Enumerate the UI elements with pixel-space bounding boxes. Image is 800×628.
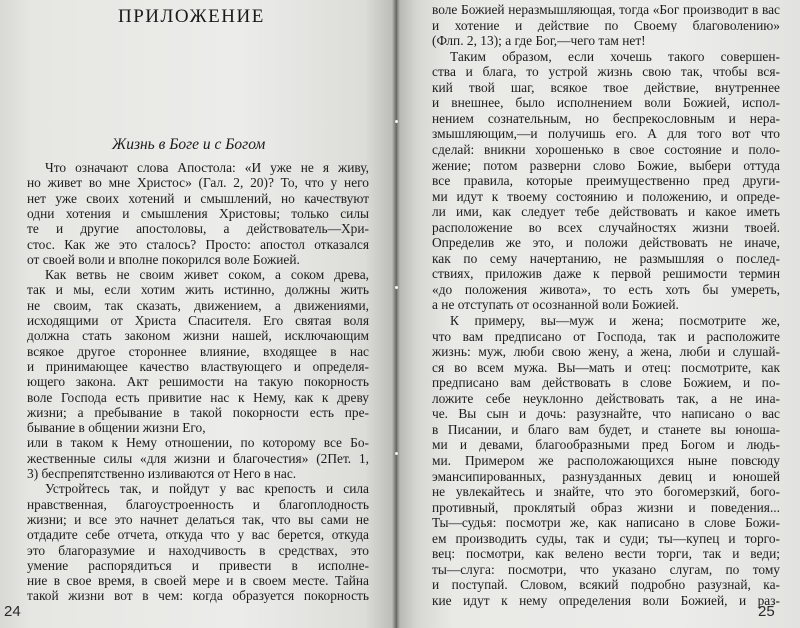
text-line: эмансипированных, разнузданных девиц и юношей	[432, 468, 780, 484]
text-line: Что означают слова Апостола: «И уже не я живу,	[45, 160, 369, 175]
text-line: не увлекайтесь и знайте, что это богомерзкий, бого-	[432, 484, 780, 500]
text-line: Ты—судья: посмотри же, как написано в слове Божи-	[432, 515, 780, 531]
binding-stitch	[395, 286, 398, 289]
text-line: ем производить суды, так и суди; ты—купец и торго-	[432, 530, 780, 546]
section-title: Жизнь в Боге и с Богом	[112, 136, 266, 153]
text-line: Определив же это, и положи действовать не иначе,	[432, 235, 780, 251]
text-line: это благоразумие и находчивость в средствах, это	[27, 542, 369, 558]
text-line: ся во всем мужа. Вы—мать и отец: посмотрите, как	[432, 359, 780, 375]
page-number: 25	[758, 603, 775, 620]
text-line: ложите себе неуклонно действовать так, а не ина-	[432, 390, 780, 406]
text-line: Таким образом, если хочешь такого совершен-	[450, 48, 780, 64]
right-page	[397, 0, 800, 628]
text-line: а не отступать от осознанной воли Божией.	[432, 297, 679, 313]
text-line: нет уже своих хотений и смышлений, но качествуют	[27, 190, 369, 206]
text-line: че. Вы сын и дочь: разузнайте, что написано о вас	[432, 406, 780, 422]
book-gutter	[392, 0, 400, 628]
text-line: жение; потом разверни слово Божие, выбери оттуда	[432, 157, 780, 173]
left-page	[0, 0, 396, 628]
text-line: воле Божией неразмышляющая, тогда «Бог производит в вас и хотение и действие по Своему благоволению»	[432, 2, 780, 32]
text-line: умение распорядиться и привести в исполне-	[27, 557, 369, 573]
text-line: ствиях, приложив даже к первой решимости термин	[432, 266, 780, 282]
text-line: кий твой шаг, всякое твое действие, внутреннее	[432, 79, 780, 95]
text-line: ты—слуга: посмотри, что указано слугам, по тому	[432, 561, 780, 577]
text-line: ства и блага, то устрой жизнь свою так, чтобы вся-	[432, 64, 780, 80]
text-line: или в таком к Нему отношении, по которому все Бо-	[27, 435, 369, 451]
text-line: те и другие апостоловы, а действователь—Хри-	[27, 221, 369, 237]
text-line: как по сему начертанию, не размышляя о послед-	[432, 250, 780, 266]
running-head: ПРИЛОЖЕНИЕ	[118, 6, 265, 27]
text-line: ми идут к твоему состоянию и положению, и опреде-	[432, 188, 780, 204]
text-line: исходящими от Христа Спасителя. Его святая воля	[27, 313, 369, 328]
text-line: нравственная, благоустроенность и благоплодность	[27, 496, 369, 512]
text-line: расположение во всех случайностях жизни твоей.	[432, 219, 780, 235]
text-line: жественные силы «для жизни и благочестия» (2Пет. 1,	[27, 450, 369, 466]
text-line: одни хотения и смышления Христовы; только силы	[27, 205, 369, 221]
text-line: но живет во мне Христос» (Гал. 2, 20)? То, что у него	[27, 175, 369, 191]
text-line: все правила, которые преимущественно пред други-	[432, 173, 780, 189]
text-line: жизнь: муж, люби свою жену, а жена, люби и слушай-	[432, 344, 780, 360]
text-line: стос. Как же это сталось? Просто: апостол отказался	[27, 236, 369, 252]
text-line: кие идут к нему определения воли Божией, и раз-	[432, 592, 780, 608]
text-line: вец: посмотри, как велено вести торги, так и веди;	[432, 546, 780, 562]
text-line: отдадите себе отчета, откуда что у вас берется, откуда	[27, 527, 369, 543]
text-line: должна стать законом жизни нашей, исключающим	[27, 328, 369, 344]
text-line: змышляющим,—и получишь его. А для того вот что	[432, 126, 780, 142]
text-line: воле Господа есть привитие нас к Нему, как к древу	[27, 389, 369, 405]
text-line: жизни; а пребывание в такой покорности есть пре-	[27, 404, 369, 420]
text-line: Устройтесь так, и пойдут у вас крепость и сила	[45, 481, 369, 497]
text-line: нением сознательным, но беспрекословным и нера-	[432, 110, 780, 126]
text-line: (Флп. 2, 13); а где Бог,—чего там нет!	[432, 33, 646, 49]
text-line: предписано вам действовать в слове Божием, и по-	[432, 375, 780, 391]
text-line: что вам предписано от Господа, так и расположите	[432, 328, 780, 344]
binding-stitch	[395, 452, 398, 455]
text-line: бывание в общении жизни Его,	[27, 420, 206, 436]
text-line: «до положения живота», то есть хоть бы умереть,	[432, 281, 780, 297]
text-line: жизни; и все это начнет делаться так, что вы сами не	[27, 511, 369, 527]
text-line: ли ими, как следует тебе действовать и какое иметь	[432, 204, 780, 220]
text-line: ми. Примером же расположающихся ныне повсюду	[432, 452, 780, 468]
text-line: ющего закона. Акт решимости на такую покорность	[27, 374, 369, 390]
text-line: всякое другое стороннее влияние, входящее в нас	[27, 343, 369, 359]
text-line: от своей воли и вполне покорился воле Божией.	[27, 251, 300, 267]
text-line: и поступай. Словом, всякий подробно разузнай, ка-	[432, 577, 780, 593]
text-line: ние в свое время, в своей мере и в своем месте. Тайна	[27, 573, 369, 589]
text-line: и принимающее качество властвующего и определя-	[27, 358, 369, 374]
text-line: такой жизни вот в чем: когда образуется покорность	[27, 588, 369, 604]
text-line: 3) беспрепятственно изливаются от Него в нас.	[27, 466, 297, 481]
text-line: К примеру, вы—муж и жена; посмотрите же,	[450, 313, 780, 328]
text-line: сделай: вникни хорошенько в свое состояние и поло-	[432, 141, 780, 157]
page-number: 24	[4, 603, 21, 620]
text-line: так и мы, если хотим жить истинно, должны жить	[27, 282, 369, 298]
text-line: Как ветвь не своим живет соком, а соком древа,	[45, 267, 369, 283]
text-line: противный, проклятый образ жизни и поведения...	[432, 499, 780, 515]
binding-stitch	[395, 120, 398, 123]
text-line: ми и девами, благообразными пред Богом и людь-	[432, 437, 780, 453]
text-line: в Писании, и благо вам будет, и станете вы юноша-	[432, 421, 780, 437]
text-line: и внешнее, было исполнением воли Божией, испол-	[432, 95, 780, 111]
text-line: не своим, так сказать, движением, а движениями,	[27, 297, 369, 313]
